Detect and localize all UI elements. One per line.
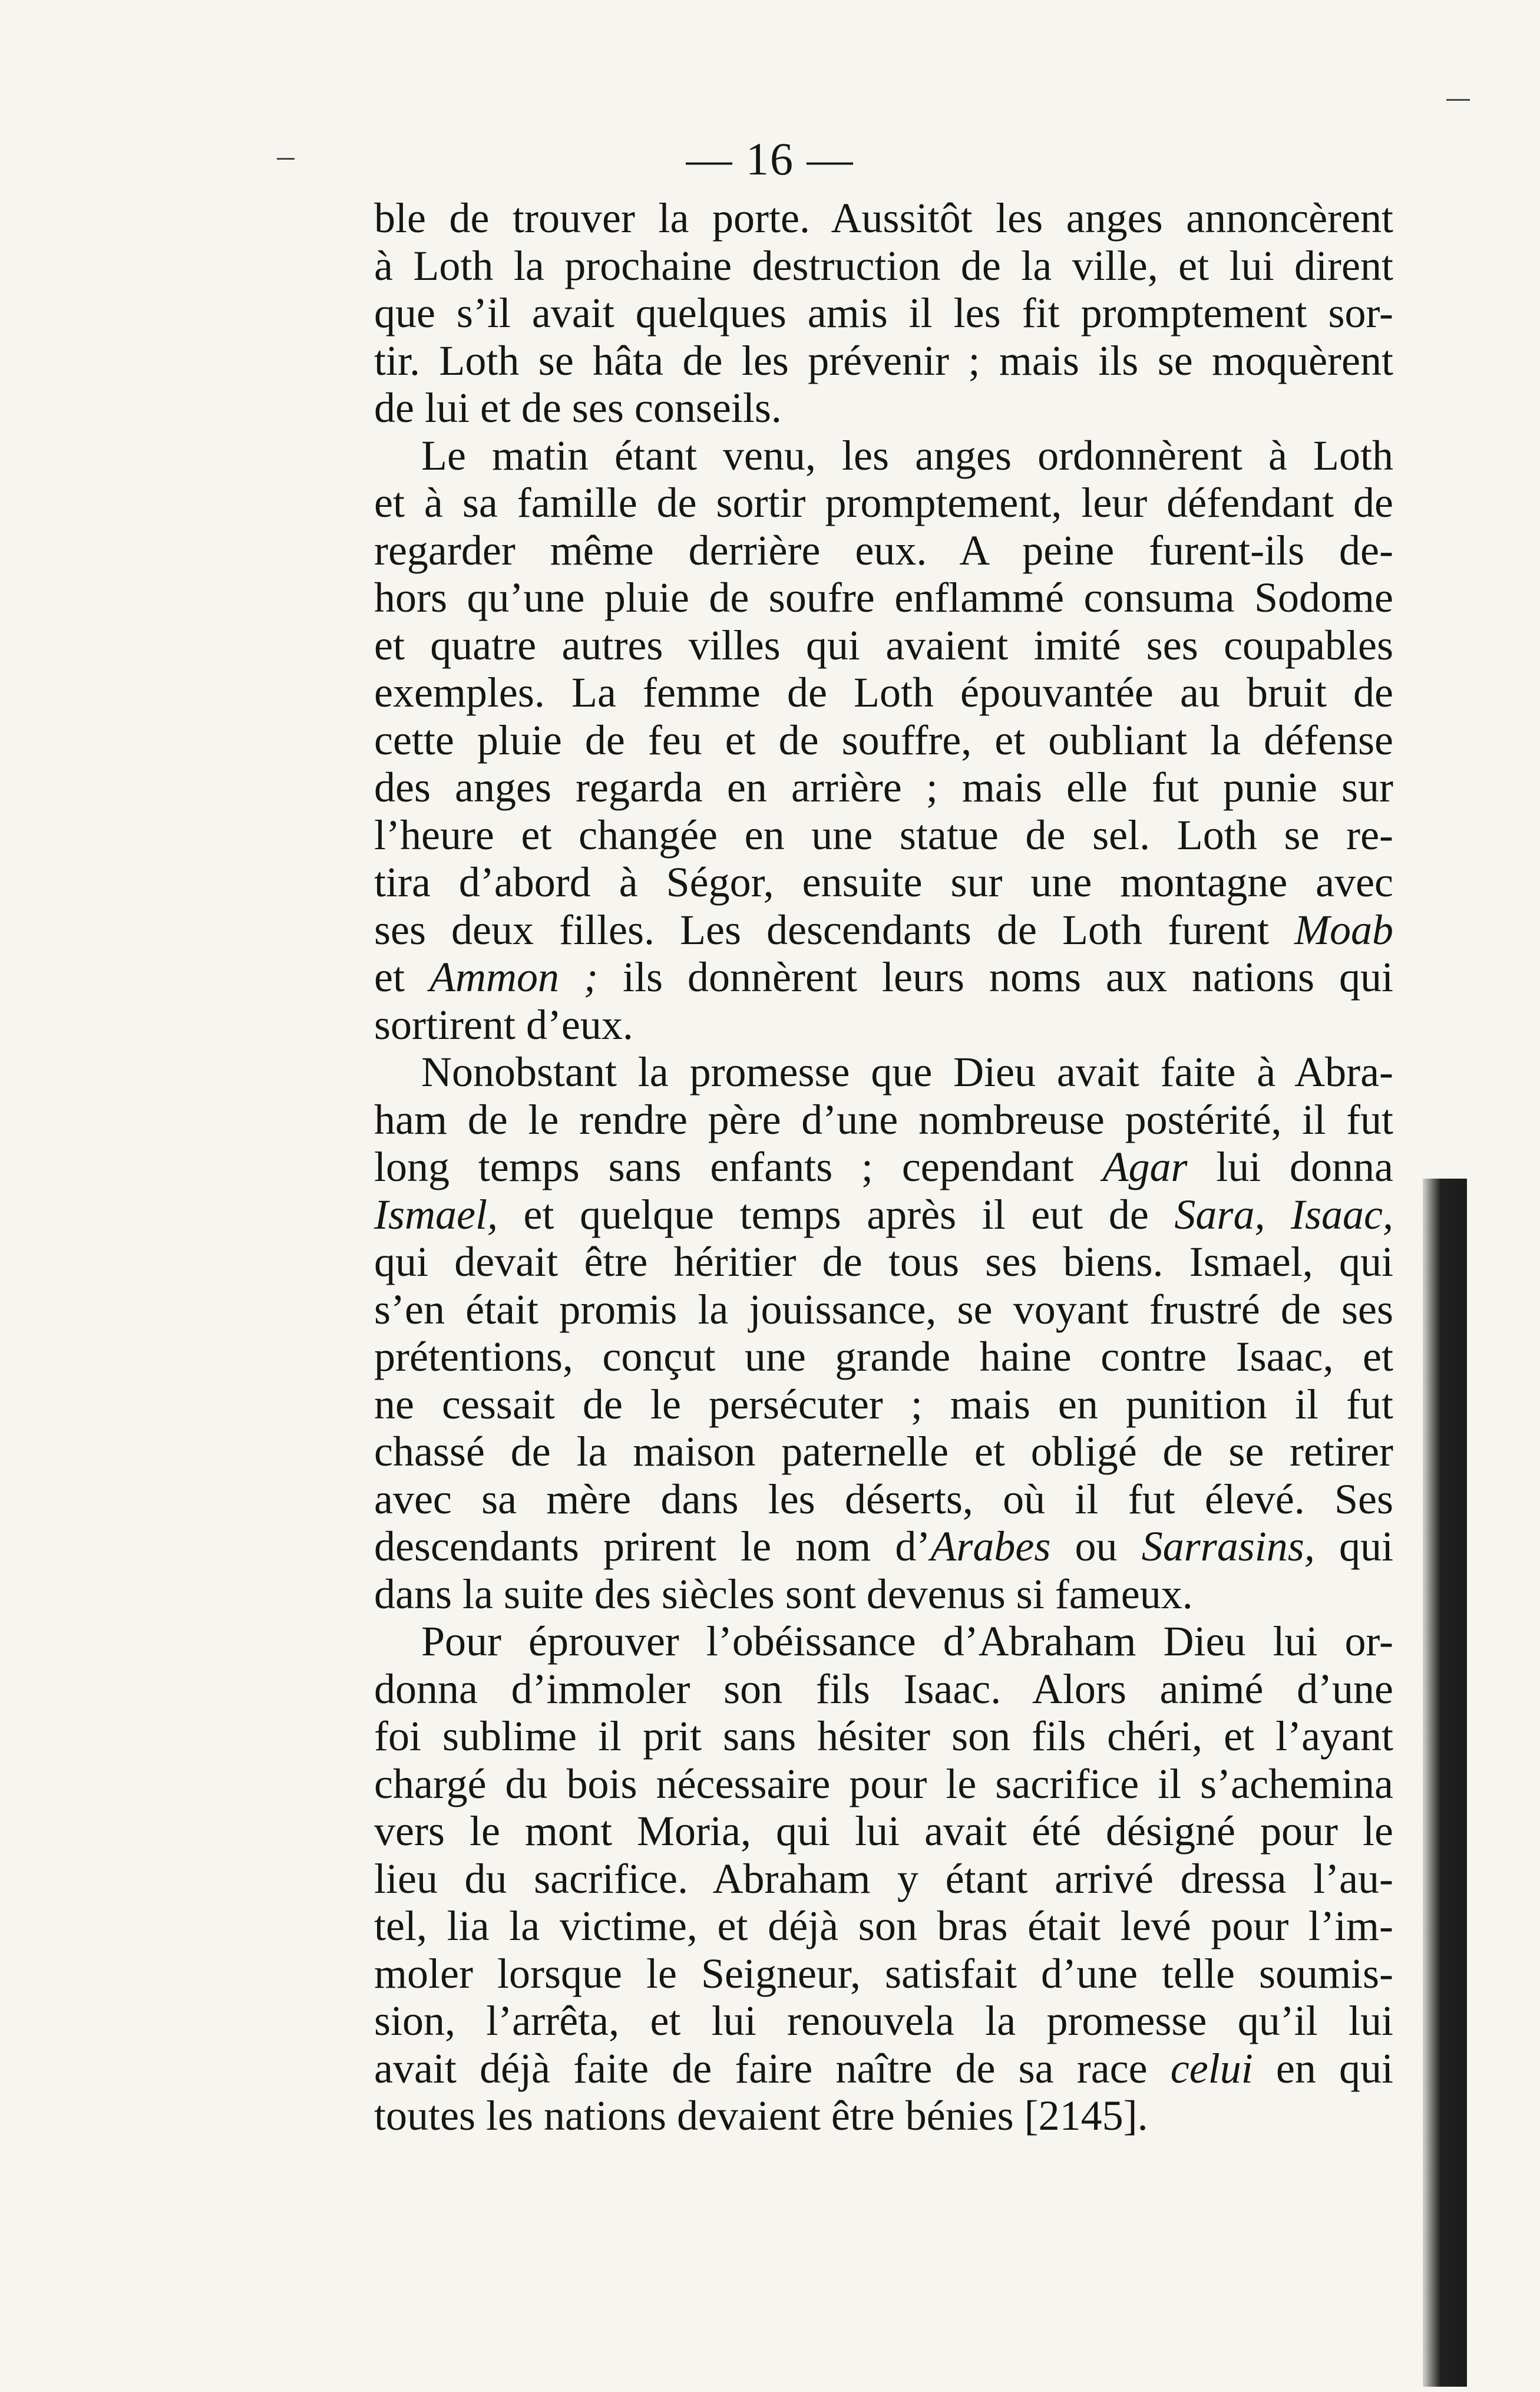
text-fragment: ils donnèrent leurs noms aux nations qui: [597, 953, 1394, 1001]
text-fragment: lieu du sacrifice. Abraham y étant arrivé dressa l’au-: [374, 1855, 1393, 1902]
text-line: [374, 1571, 1393, 1618]
text-fragment: et quatre autres villes qui avaient imité ses coupables: [374, 621, 1393, 669]
page-number: — 16 —: [686, 133, 854, 184]
text-line: [374, 1096, 1393, 1144]
text-line: [374, 337, 1393, 385]
text-line: [374, 1902, 1393, 1950]
text-fragment: en qui: [1253, 2044, 1394, 2092]
text-fragment: et à sa famille de sortir promptement, leur défendant de: [374, 479, 1393, 526]
text-fragment: dans la suite des siècles sont devenus si fameux.: [374, 1570, 1193, 1618]
text-line: [374, 811, 1393, 859]
text-line: [374, 1997, 1393, 2045]
text-fragment: Le matin étant venu, les anges ordonnèrent à Loth: [421, 431, 1393, 479]
text-fragment: et quelque temps après il eut de: [497, 1190, 1175, 1238]
italic-text: Arabes: [930, 1523, 1051, 1570]
text-fragment: avec sa mère dans les déserts, où il fut élevé. Ses: [374, 1475, 1393, 1523]
text-line: [374, 1286, 1393, 1334]
text-line: [374, 1665, 1393, 1713]
text-line: [374, 764, 1393, 811]
scan-mark: [277, 158, 295, 160]
text-fragment: donna d’immoler son fils Isaac. Alors animé d’une: [374, 1665, 1393, 1713]
text-fragment: regarder même derrière eux. A peine furent-ils de-: [374, 526, 1393, 574]
italic-text: Sarrasins,: [1141, 1523, 1315, 1570]
text-fragment: lui donna: [1187, 1143, 1394, 1190]
text-line: [374, 1191, 1393, 1239]
text-fragment: Nonobstant la promesse que Dieu avait faite à Abra-: [421, 1048, 1393, 1096]
text-line: [374, 953, 1393, 1001]
text-fragment: ham de le rendre père d’une nombreuse postérité, il fut: [374, 1096, 1393, 1143]
text-fragment: sortirent d’eux.: [374, 1001, 633, 1048]
text-fragment: cette pluie de feu et de souffre, et oubliant la défense: [374, 716, 1393, 764]
text-fragment: tel, lia la victime, et déjà son bras était levé pour l’im-: [374, 1902, 1393, 1949]
text-fragment: tira d’abord à Ségor, ensuite sur une montagne avec: [374, 859, 1393, 906]
text-line: [374, 717, 1393, 764]
text-line: [374, 1143, 1393, 1191]
text-fragment: foi sublime il prit sans hésiter son fils chéri, et l’ayant: [374, 1713, 1393, 1760]
text-fragment: à Loth la prochaine destruction de la ville, et lui dirent: [374, 242, 1393, 289]
text-fragment: ble de trouver la porte. Aussitôt les anges annoncèrent: [374, 194, 1393, 242]
text-line: [374, 1618, 1393, 1665]
text-fragment: de lui et de ses conseils.: [374, 384, 782, 431]
text-line: [374, 1381, 1393, 1428]
text-fragment: chargé du bois nécessaire pour le sacrifice il s’achemina: [374, 1760, 1393, 1807]
text-line: [374, 1333, 1393, 1381]
text-line: [374, 1760, 1393, 1808]
italic-text: Agar: [1102, 1143, 1188, 1190]
text-fragment: ses deux filles. Les descendants de Loth furent: [374, 906, 1295, 953]
italic-text: Moab: [1294, 906, 1393, 953]
text-fragment: descendants prirent le nom d’: [374, 1523, 931, 1570]
text-line: [374, 1855, 1393, 1903]
text-fragment: ou: [1050, 1523, 1142, 1570]
scan-shadow-edge: [1423, 1179, 1467, 2387]
text-line: [374, 574, 1393, 622]
italic-text: Ismael,: [374, 1190, 498, 1238]
italic-text: Ammon ;: [429, 953, 598, 1001]
text-line: [374, 527, 1393, 575]
text-fragment: toutes les nations devaient être bénies [2145].: [374, 2092, 1148, 2139]
text-line: [374, 432, 1393, 480]
text-fragment: l’heure et changée en une statue de sel. Loth se re-: [374, 811, 1393, 859]
text-fragment: avait déjà faite de faire naître de sa race: [374, 2044, 1171, 2092]
text-line: [374, 194, 1393, 242]
text-line: [374, 289, 1393, 337]
text-line: [374, 1048, 1393, 1096]
text-line: [374, 1428, 1393, 1476]
text-line: [374, 2092, 1393, 2140]
italic-text: Sara, Isaac,: [1174, 1190, 1393, 1238]
text-fragment: chassé de la maison paternelle et obligé de se retirer: [374, 1428, 1393, 1475]
text-line: [374, 1950, 1393, 1998]
text-line: [374, 2045, 1393, 2093]
text-line: [374, 1238, 1393, 1286]
text-fragment: long temps sans enfants ; cependant: [374, 1143, 1103, 1190]
text-fragment: hors qu’une pluie de soufre enflammé consuma Sodome: [374, 574, 1393, 621]
scan-mark: [1446, 99, 1470, 101]
text-line: [374, 1807, 1393, 1855]
text-line: [374, 622, 1393, 669]
text-fragment: que s’il avait quelques amis il les fit promptement sor-: [374, 289, 1393, 336]
text-fragment: tir. Loth se hâta de les prévenir ; mais ils se moquèrent: [374, 336, 1393, 384]
text-line: [374, 669, 1393, 717]
text-line: [374, 906, 1393, 954]
text-line: [374, 859, 1393, 906]
text-fragment: sion, l’arrêta, et lui renouvela la promesse qu’il lui: [374, 1997, 1393, 2044]
text-fragment: exemples. La femme de Loth épouvantée au bruit de: [374, 669, 1393, 716]
text-fragment: ne cessait de le persécuter ; mais en punition il fut: [374, 1380, 1393, 1428]
text-line: [374, 384, 1393, 432]
text-fragment: qui devait être héritier de tous ses biens. Ismael, qui: [374, 1238, 1393, 1285]
text-fragment: et: [374, 953, 429, 1001]
text-line: [374, 242, 1393, 290]
text-fragment: des anges regarda en arrière ; mais elle fut punie sur: [374, 764, 1393, 811]
text-line: [374, 1523, 1393, 1571]
text-fragment: prétentions, conçut une grande haine contre Isaac, et: [374, 1333, 1393, 1380]
text-fragment: vers le mont Moria, qui lui avait été désigné pour le: [374, 1807, 1393, 1855]
text-fragment: Pour éprouver l’obéissance d’Abraham Dieu lui or-: [421, 1618, 1393, 1665]
text-line: [374, 479, 1393, 527]
text-line: [374, 1476, 1393, 1523]
body-text: [374, 194, 1393, 2140]
italic-text: celui: [1170, 2044, 1253, 2092]
text-fragment: moler lorsque le Seigneur, satisfait d’une telle soumis-: [374, 1949, 1393, 1997]
text-fragment: qui: [1314, 1523, 1393, 1570]
text-line: [374, 1713, 1393, 1760]
text-line: [374, 1001, 1393, 1049]
text-fragment: s’en était promis la jouissance, se voyant frustré de ses: [374, 1285, 1393, 1333]
